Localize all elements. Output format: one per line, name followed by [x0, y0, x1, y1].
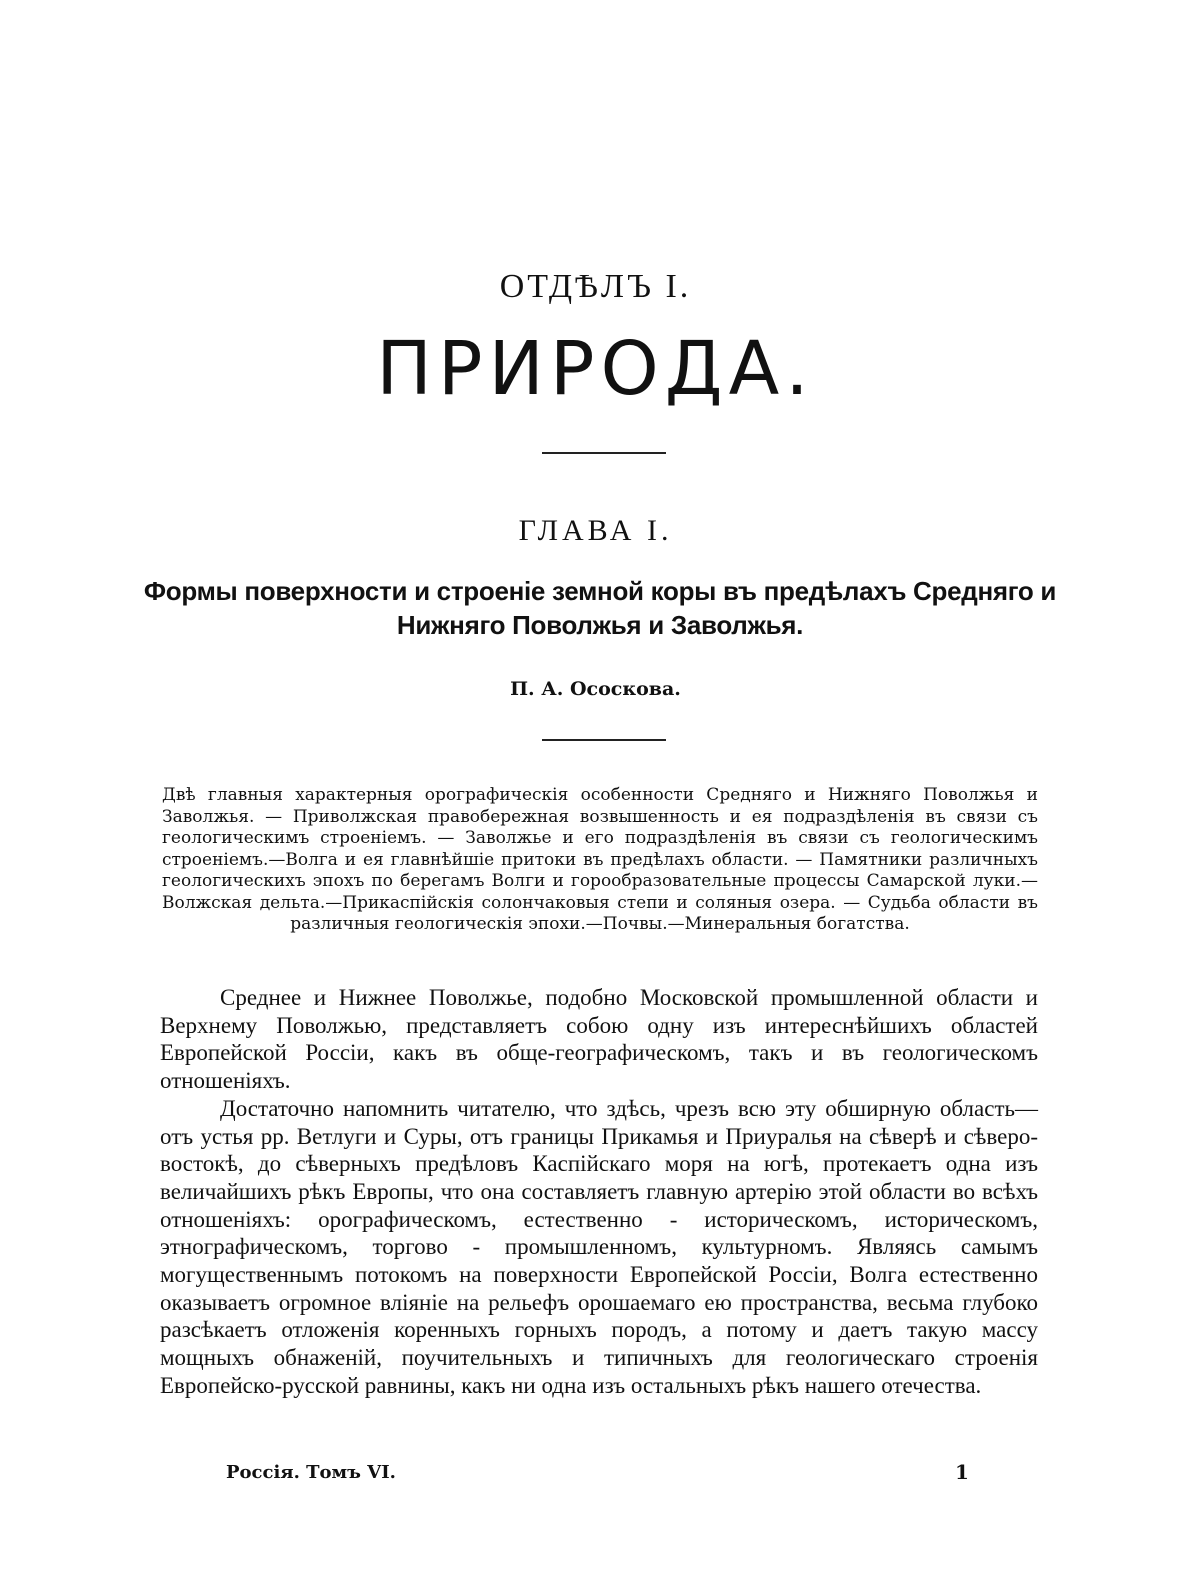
body-paragraph: Достаточно напомнить читателю, что здѣсь, чрезъ всю эту обширную область—отъ устья рр. Ветлуги и Суры, отъ границы Прикамья и Приуралья на сѣверѣ и сѣверо-востокѣ, до сѣверныхъ предѣловъ Каспійскаго моря на югѣ, протекаетъ одна изъ величайшихъ рѣкъ Европы, что она составляетъ главную артерію этой области во всѣхъ отношеніяхъ: орографическомъ, естественно - историческомъ, историческомъ, этнографическомъ, торгово - промышленномъ, культурномъ. Являясь самымъ могущественнымъ потокомъ на поверхности Европейской Россіи, Волга естественно оказываетъ огромное вліяніе на рельефъ орошаемаго ею пространства, весьма глубоко разсѣкаетъ отложенія коренныхъ горныхъ породъ, а потому и даетъ такую массу мощныхъ обнаженій, поучительныхъ и типичныхъ для геологическаго строенія Европейско-русской равнины, какъ ни одна изъ остальныхъ рѣкъ нашего отечества. — [160, 1095, 1038, 1398]
chapter-label: ГЛАВА I. — [518, 514, 673, 547]
divider-rule — [542, 739, 666, 741]
chapter-author: П. А. Ососкова. — [510, 678, 681, 700]
body-text — [160, 984, 1038, 1400]
divider-rule — [542, 452, 666, 454]
chapter-synopsis: Двѣ главныя характерныя орографическія особенности Средняго и Нижняго Поволжья и Заволжья. — Приволжская правобережная возвышенность и ея подраздѣленія въ связи съ геологическимъ строеніемъ. — Заволжье и его подраздѣленія въ связи съ геологическимъ строеніемъ.—Волга и ея главнѣйшіе притоки въ предѣлахъ области. — Памятники различныхъ геологическихъ эпохъ по берегамъ Волги и горообразовательные процессы Самарской луки.—Волжская дельта.—Прикаспійскія солончаковыя степи и соляныя озера. — Судьба области въ различныя геологическія эпохи.—Почвы.—Минеральныя богатства. — [162, 785, 1038, 934]
section-label: ОТДѢЛЪ I. — [499, 268, 692, 305]
body-paragraph: Среднее и Нижнее Поволжье, подобно Московской промышленной области и Верхнему Поволжью, представляетъ собою одну изъ интереснѣйшихъ областей Европейской Россіи, какъ въ обще-географическомъ, такъ и въ геологическомъ отношеніяхъ. — [160, 985, 1038, 1094]
footer-volume: Россія. Томъ VI. — [226, 1462, 396, 1483]
page-number: 1 — [955, 1460, 969, 1484]
section-title: ПРИРОДА. — [376, 326, 815, 412]
chapter-title: Формы поверхности и строеніе земной коры въ предѣлахъ Средняго и Нижняго Поволжья и Заволжья. — [143, 576, 1057, 640]
